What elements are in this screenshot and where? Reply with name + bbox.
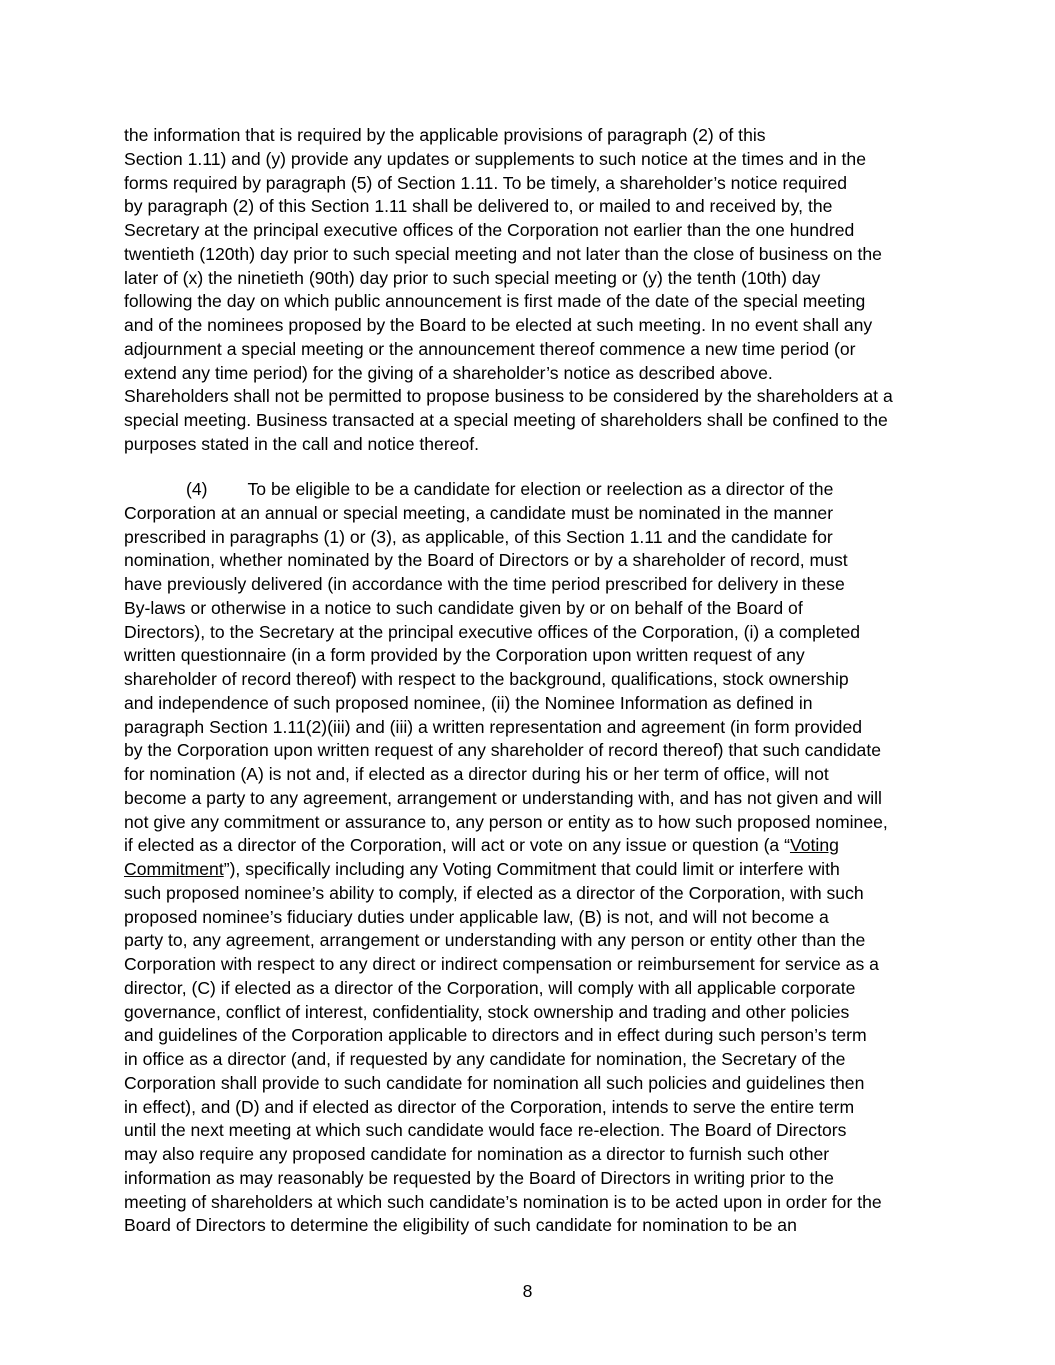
paragraph-number: (4)	[186, 479, 208, 499]
paragraph-line: Shareholders shall not be permitted to propose business to be considered by the shareholders at a	[124, 386, 893, 407]
paragraph-line: nomination, whether nominated by the Board of Directors or by a shareholder of record, must	[124, 550, 848, 571]
paragraph-line: prescribed in paragraphs (1) or (3), as applicable, of this Section 1.11 and the candidate for	[124, 526, 833, 547]
paragraph-line: information as may reasonably be requested by the Board of Directors in writing prior to the	[124, 1167, 834, 1188]
paragraph-line: Corporation shall provide to such candidate for nomination all such policies and guidelines then	[124, 1072, 865, 1093]
paragraph-line: meeting of shareholders at which such candidate’s nomination is to be acted upon in order for the	[124, 1191, 882, 1212]
paragraph-line: special meeting. Business transacted at a special meeting of shareholders shall be confined to the	[124, 410, 888, 430]
paragraph-first-line-text: To be eligible to be a candidate for election or reelection as a director of the	[247, 479, 834, 499]
paragraph-line: not give any commitment or assurance to, any person or entity as to how such proposed nominee,	[124, 811, 888, 832]
paragraph-candidate-eligibility	[124, 478, 936, 1238]
paragraph-line: following the day on which public announcement is first made of the date of the special meeting	[124, 291, 866, 312]
paragraph-line: Corporation at an annual or special meeting, a candidate must be nominated in the manner	[124, 502, 834, 523]
paragraph-special-meeting-notice	[124, 124, 936, 457]
commitment-line-text: ”), specifically including any Voting Commitment that could limit or interfere with	[223, 859, 840, 879]
paragraph-line: twentieth (120th) day prior to such special meeting and not later than the close of business on the	[124, 243, 882, 264]
paragraph-line: for nomination (A) is not and, if elected as a director during his or her term of office, will not	[124, 764, 829, 784]
paragraph-line: become a party to any agreement, arrangement or understanding with, and has not given and will	[124, 787, 882, 808]
defined-term-commitment: Commitment	[124, 859, 224, 879]
paragraph-line: in effect), and (D) and if elected as director of the Corporation, intends to serve the entire term	[124, 1096, 855, 1117]
paragraph-line: written questionnaire (in a form provided by the Corporation upon written request of any	[124, 645, 805, 666]
paragraph-line: party to, any agreement, arrangement or understanding with any person or entity other than the	[124, 930, 866, 951]
paragraph-line: Directors), to the Secretary at the principal executive offices of the Corporation, (i) a completed	[124, 621, 861, 642]
paragraph-line: paragraph Section 1.11(2)(iii) and (iii) a written representation and agreement (in form provided	[124, 716, 863, 737]
paragraph-line: until the next meeting at which such candidate would face re-election. The Board of Directors	[124, 1120, 847, 1141]
paragraph-line: later of (x) the ninetieth (90th) day prior to such special meeting or (y) the tenth (10th) day	[124, 267, 821, 288]
paragraph-line: Board of Directors to determine the eligibility of such candidate for nomination to be an	[124, 1215, 797, 1236]
defined-term-voting: Voting	[789, 835, 839, 856]
paragraph-line: Secretary at the principal executive offices of the Corporation not earlier than the one hundred	[124, 220, 855, 240]
paragraph-line: Corporation with respect to any direct or indirect compensation or reimbursement for service as a	[124, 954, 879, 974]
paragraph-line-voting	[124, 834, 936, 858]
paragraph-first-line	[124, 478, 936, 502]
paragraph-line: may also require any proposed candidate for nomination as a director to furnish such other	[124, 1144, 830, 1164]
paragraph-line: forms required by paragraph (5) of Section 1.11. To be timely, a shareholder’s notice required	[124, 172, 848, 193]
paragraph-line: purposes stated in the call and notice thereof.	[124, 433, 480, 454]
paragraph-line: shareholder of record thereof) with respect to the background, qualifications, stock ownership	[124, 669, 849, 689]
paragraph-line: governance, conflict of interest, confidentiality, stock ownership and trading and other policies	[124, 1001, 850, 1022]
paragraph-line: by paragraph (2) of this Section 1.11 shall be delivered to, or mailed to and received by, the	[124, 196, 833, 217]
paragraph-line: and guidelines of the Corporation applicable to directors and in effect during such person’s term	[124, 1025, 867, 1046]
paragraph-line: by the Corporation upon written request of any shareholder of record thereof) that such candidate	[124, 740, 881, 761]
paragraph-line: in office as a director (and, if requested by any candidate for nomination, the Secretary of the	[124, 1049, 846, 1069]
paragraph-line: By-laws or otherwise in a notice to such candidate given by or on behalf of the Board of	[124, 597, 803, 618]
paragraph-line: Section 1.11) and (y) provide any updates or supplements to such notice at the times and in the	[124, 148, 866, 169]
paragraph-line: and independence of such proposed nominee, (ii) the Nominee Information as defined in	[124, 692, 813, 713]
page-number: 8	[522, 1281, 533, 1301]
paragraph-line: have previously delivered (in accordance with the time period prescribed for delivery in these	[124, 574, 845, 594]
paragraph-line-commitment	[124, 858, 936, 882]
paragraph-line: and of the nominees proposed by the Board to be elected at such meeting. In no event shall any	[124, 315, 873, 335]
paragraph-line: adjournment a special meeting or the announcement thereof commence a new time period (or	[124, 338, 856, 359]
paragraph-line: proposed nominee’s fiduciary duties under applicable law, (B) is not, and will not become a	[124, 906, 829, 927]
paragraph-line: extend any time period) for the giving of a shareholder’s notice as described above.	[124, 362, 773, 383]
paragraph-line: the information that is required by the applicable provisions of paragraph (2) of this	[124, 125, 766, 145]
paragraph-line: such proposed nominee’s ability to comply, if elected as a director of the Corporation, with such	[124, 882, 864, 903]
paragraph-line: director, (C) if elected as a director of the Corporation, will comply with all applicable corporate	[124, 977, 856, 998]
voting-line-text: if elected as a director of the Corporation, will act or vote on any issue or question (a “	[124, 835, 790, 856]
